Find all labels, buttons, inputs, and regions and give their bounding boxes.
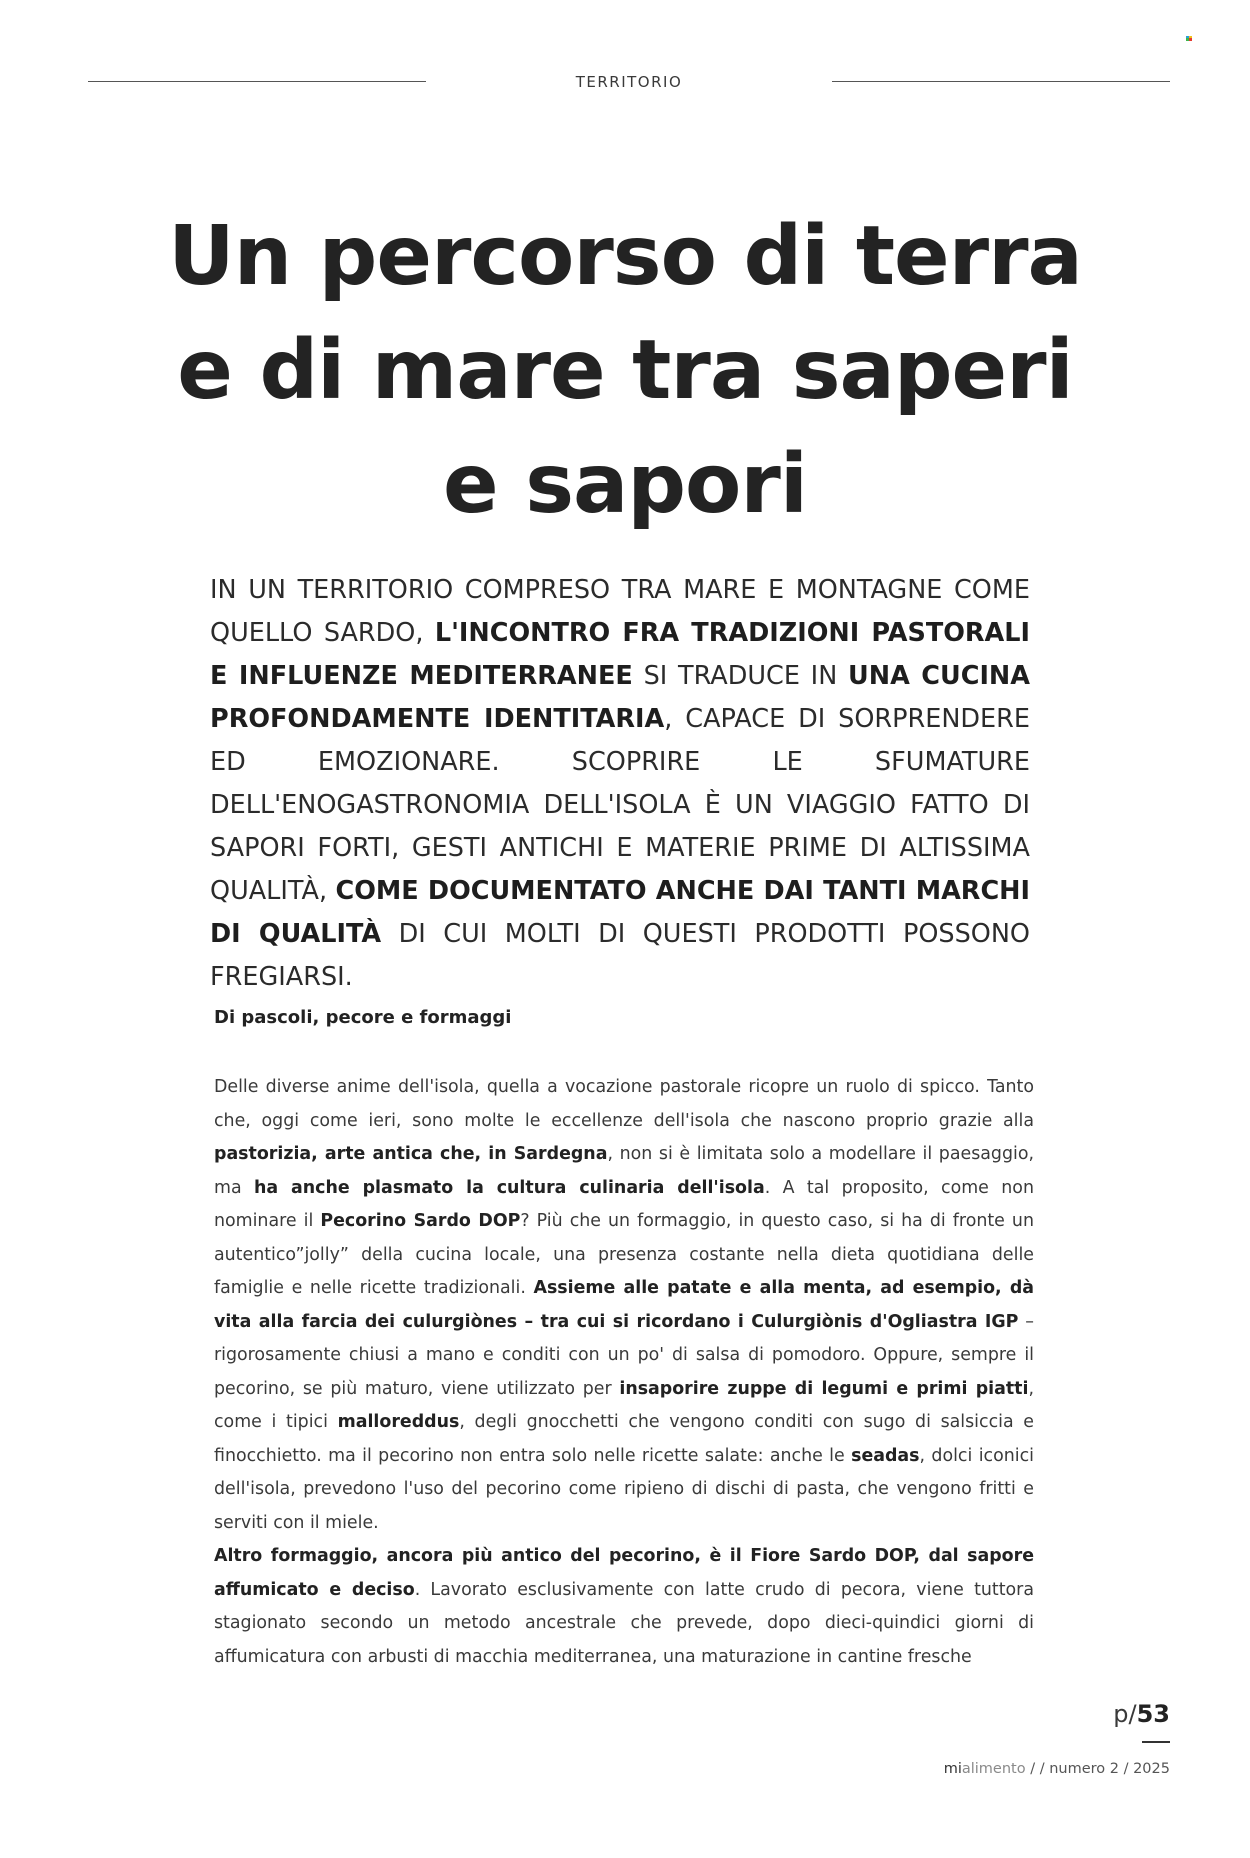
page-number-value: 53 [1136,1700,1170,1728]
body-bold: Assieme alle patate e alla menta, ad esempio, dà vita alla farcia dei culurgiònes – tra cui si ricordano i Culurgiònis d'Ogliastra IGP [214,1278,1035,1332]
lede-bold: UNA CUCINA PROFONDAMENTE IDENTITARIA [210,661,1031,734]
body-text: Delle diverse anime dell'isola, quella a vocazione pastorale ricopre un ruolo di spicco. Tanto che, oggi come ieri, sono molte le eccellenze dell'isola che nascono proprio grazie alla [214,1077,1034,1131]
issue-info: / / numero 2 / 2025 [1025,1761,1170,1777]
body-text: , non si è limitata solo a modellare il paesaggio, ma [214,1144,1035,1198]
article-lede [210,569,1030,999]
article-body [214,1071,1034,1674]
page-number-rule [1142,1741,1170,1743]
headline-line-1: Un percorso di terra [168,209,1082,304]
body-paragraph [214,1071,1034,1540]
magazine-name-a: mi [943,1761,962,1777]
corner-color-mark [1186,36,1192,41]
body-text: , come i tipici [214,1378,1034,1432]
lede-text: SI TRADUCE IN [632,661,849,691]
body-text: ? Più che un formaggio, in questo caso, si ha di fronte un autentico”jolly” della cucina locale, una presenza costante nella dieta quotidiana delle famiglie e nelle ricette tradizionali. [214,1211,1034,1298]
lede-text: , CAPACE DI SORPRENDERE ED EMOZIONARE. SCOPRIRE LE SFUMATURE DELL'ENOGASTRONOMIA DELL'ISOLA È UN VIAGGIO FATTO DI SAPORI FORTI, GESTI ANTICHI E MATERIE PRIME DI ALTISSIMA QUALITÀ, [210,704,1030,906]
body-paragraph [214,1540,1034,1674]
section-header [88,73,1170,103]
body-bold: Altro formaggio, ancora più antico del pecorino, è il Fiore Sardo DOP, dal sapore affumicato e deciso [214,1546,1034,1600]
lede-text: DI CUI MOLTI DI QUESTI PRODOTTI POSSONO FREGIARSI. [210,919,1030,992]
section-heading: Di pascoli, pecore e formaggi [214,1007,512,1028]
body-text: – rigorosamente chiusi a mano e conditi con un po' di salsa di pomodoro. Oppure, sempre il pecorino, se più maturo, viene utilizzato per [214,1311,1034,1399]
article-headline [150,200,1100,542]
body-text: , degli gnocchetti che vengono conditi con sugo di salsiccia e finocchietto. ma il pecorino non entra solo nelle ricette salate: anche le [214,1412,1034,1466]
header-rule-right [832,81,1170,82]
headline-line-3: e sapori [443,437,807,532]
body-text: , dolci iconici dell'isola, prevedono l'uso del pecorino come ripieno di dischi di pasta, che vengono fritti e serviti con il miele. [214,1445,1034,1533]
body-bold: pastorizia, arte antica che, in Sardegna [214,1144,608,1164]
body-bold: malloreddus [337,1412,460,1432]
body-bold: seadas [851,1445,920,1466]
body-bold: insaporire zuppe di legumi e primi piatti [619,1378,1029,1399]
footer-issue [944,1761,1170,1777]
page-prefix: p/ [1113,1700,1137,1728]
body-text: . A tal proposito, come non nominare il [214,1177,1034,1231]
magazine-name-b: alimento [961,1761,1026,1777]
lede-text: IN UN TERRITORIO COMPRESO TRA MARE E MONTAGNE COME QUELLO SARDO, [210,575,1030,648]
page-number [1113,1700,1170,1728]
body-bold: ha anche plasmato la cultura culinaria dell'isola [254,1177,765,1198]
lede-bold: L'INCONTRO FRA TRADIZIONI PASTORALI E INFLUENZE MEDITERRANEE [210,618,1031,691]
section-label: TERRITORIO [575,73,683,91]
headline-line-2: e di mare tra saperi [177,323,1073,418]
body-text: . Lavorato esclusivamente con latte crudo di pecora, viene tuttora stagionato secondo un metodo ancestrale che prevede, dopo dieci-quindici giorni di affumicatura con arbusti di macchia mediterranea, una maturazione in cantine fresche [214,1579,1034,1667]
body-bold: Pecorino Sardo DOP [320,1211,521,1231]
lede-bold: COME DOCUMENTATO ANCHE DAI TANTI MARCHI DI QUALITÀ [210,876,1030,949]
